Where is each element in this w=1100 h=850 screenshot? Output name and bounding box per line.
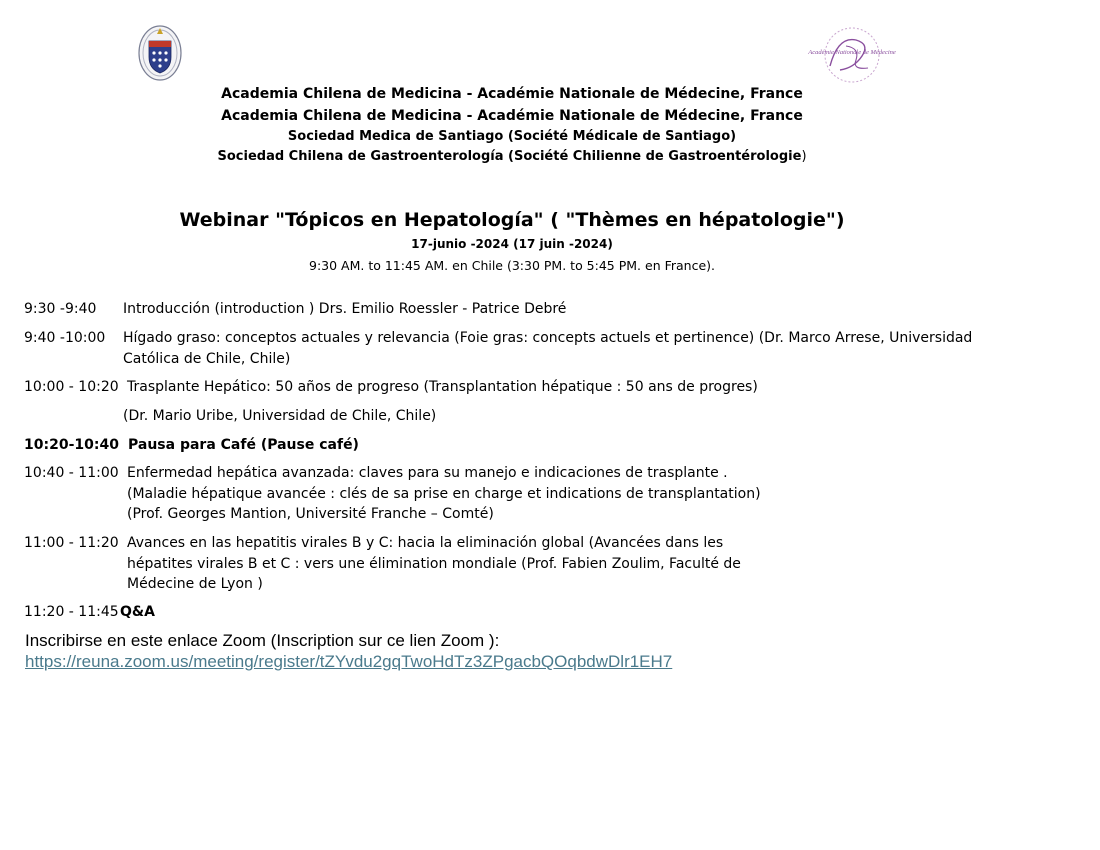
webinar-date: 17-junio -2024 (17 juin -2024) [411,237,613,251]
webinar-time: 9:30 AM. to 11:45 AM. en Chile (3:30 PM. to 5:45 PM. en France). [309,258,715,273]
academie-nationale-seal-logo [808,26,896,84]
event-header [0,207,1024,277]
org-line-1: Academia Chilena de Medicina - Académie Nationale de Médecine, France [221,86,803,102]
agenda-description: Hígado graso: conceptos actuales y relevancia (Foie gras: concepts actuels et pertinence) (Dr. Marco Arrese, Universidad Católica de Chile, Chile) [123,330,973,367]
org-line-3: Sociedad Medica de Santiago (Société Médicale de Santiago) [287,129,737,144]
webinar-title: Webinar "Tópicos en Hepatología" ( "Thèmes en hépatologie") [179,209,845,231]
registration-block [25,630,672,672]
agenda-description: (Dr. Mario Uribe, Universidad de Chile, Chile) [123,408,437,424]
agenda-time: 10:20-10:40 [24,437,119,453]
registration-label: Inscribirse en este enlace Zoom (Inscription sur ce lien Zoom ): [25,631,500,650]
agenda-description: Introducción (introduction ) Drs. Emilio Roessler - Patrice Debré [123,301,567,317]
org-line-2: Academia Chilena de Medicina - Académie Nationale de Médecine, France [221,108,803,124]
agenda-time: 9:30 -9:40 [24,301,97,317]
agenda-description: Pausa para Café (Pause café) [128,437,359,453]
agenda-description: Enfermedad hepática avanzada: claves para su manejo e indicaciones de trasplante . (Maladie hépatique avancée : clés de sa prise en charge et indications de transplantation) (Prof. Georges Mantion, Université Franche – Comté) [127,465,761,522]
organization-header [0,83,1024,167]
org-line-4: Sociedad Chilena de Gastroenterología (Société Chilienne de Gastroentérologie) [217,149,807,164]
zoom-registration-link[interactable]: https://reuna.zoom.us/meeting/register/tZYvdu2gqTwoHdTz3ZPgacbQOqbdwDlr1EH7 [25,652,673,671]
agenda-time: 10:00 - 10:20 [24,379,119,395]
academia-chilena-crest-logo [138,24,182,82]
agenda-description: Avances en las hepatitis virales B y C: hacia la eliminación global (Avancées dans les hépatites virales B et C : vers une élimination mondiale (Prof. Fabien Zoulim, Faculté de Médecine de Lyon ) [127,535,741,592]
seal-text: Académie Nationale de Médecine [808,49,896,56]
agenda-time: 9:40 -10:00 [24,330,106,346]
agenda-description: Trasplante Hepático: 50 años de progreso (Transplantation hépatique : 50 ans de progres) [127,379,758,395]
agenda-time: 11:00 - 11:20 [24,535,119,551]
agenda-time: 11:20 - 11:45 [24,604,119,620]
agenda-description: Q&A [120,604,155,620]
agenda-time: 10:40 - 11:00 [24,465,119,481]
